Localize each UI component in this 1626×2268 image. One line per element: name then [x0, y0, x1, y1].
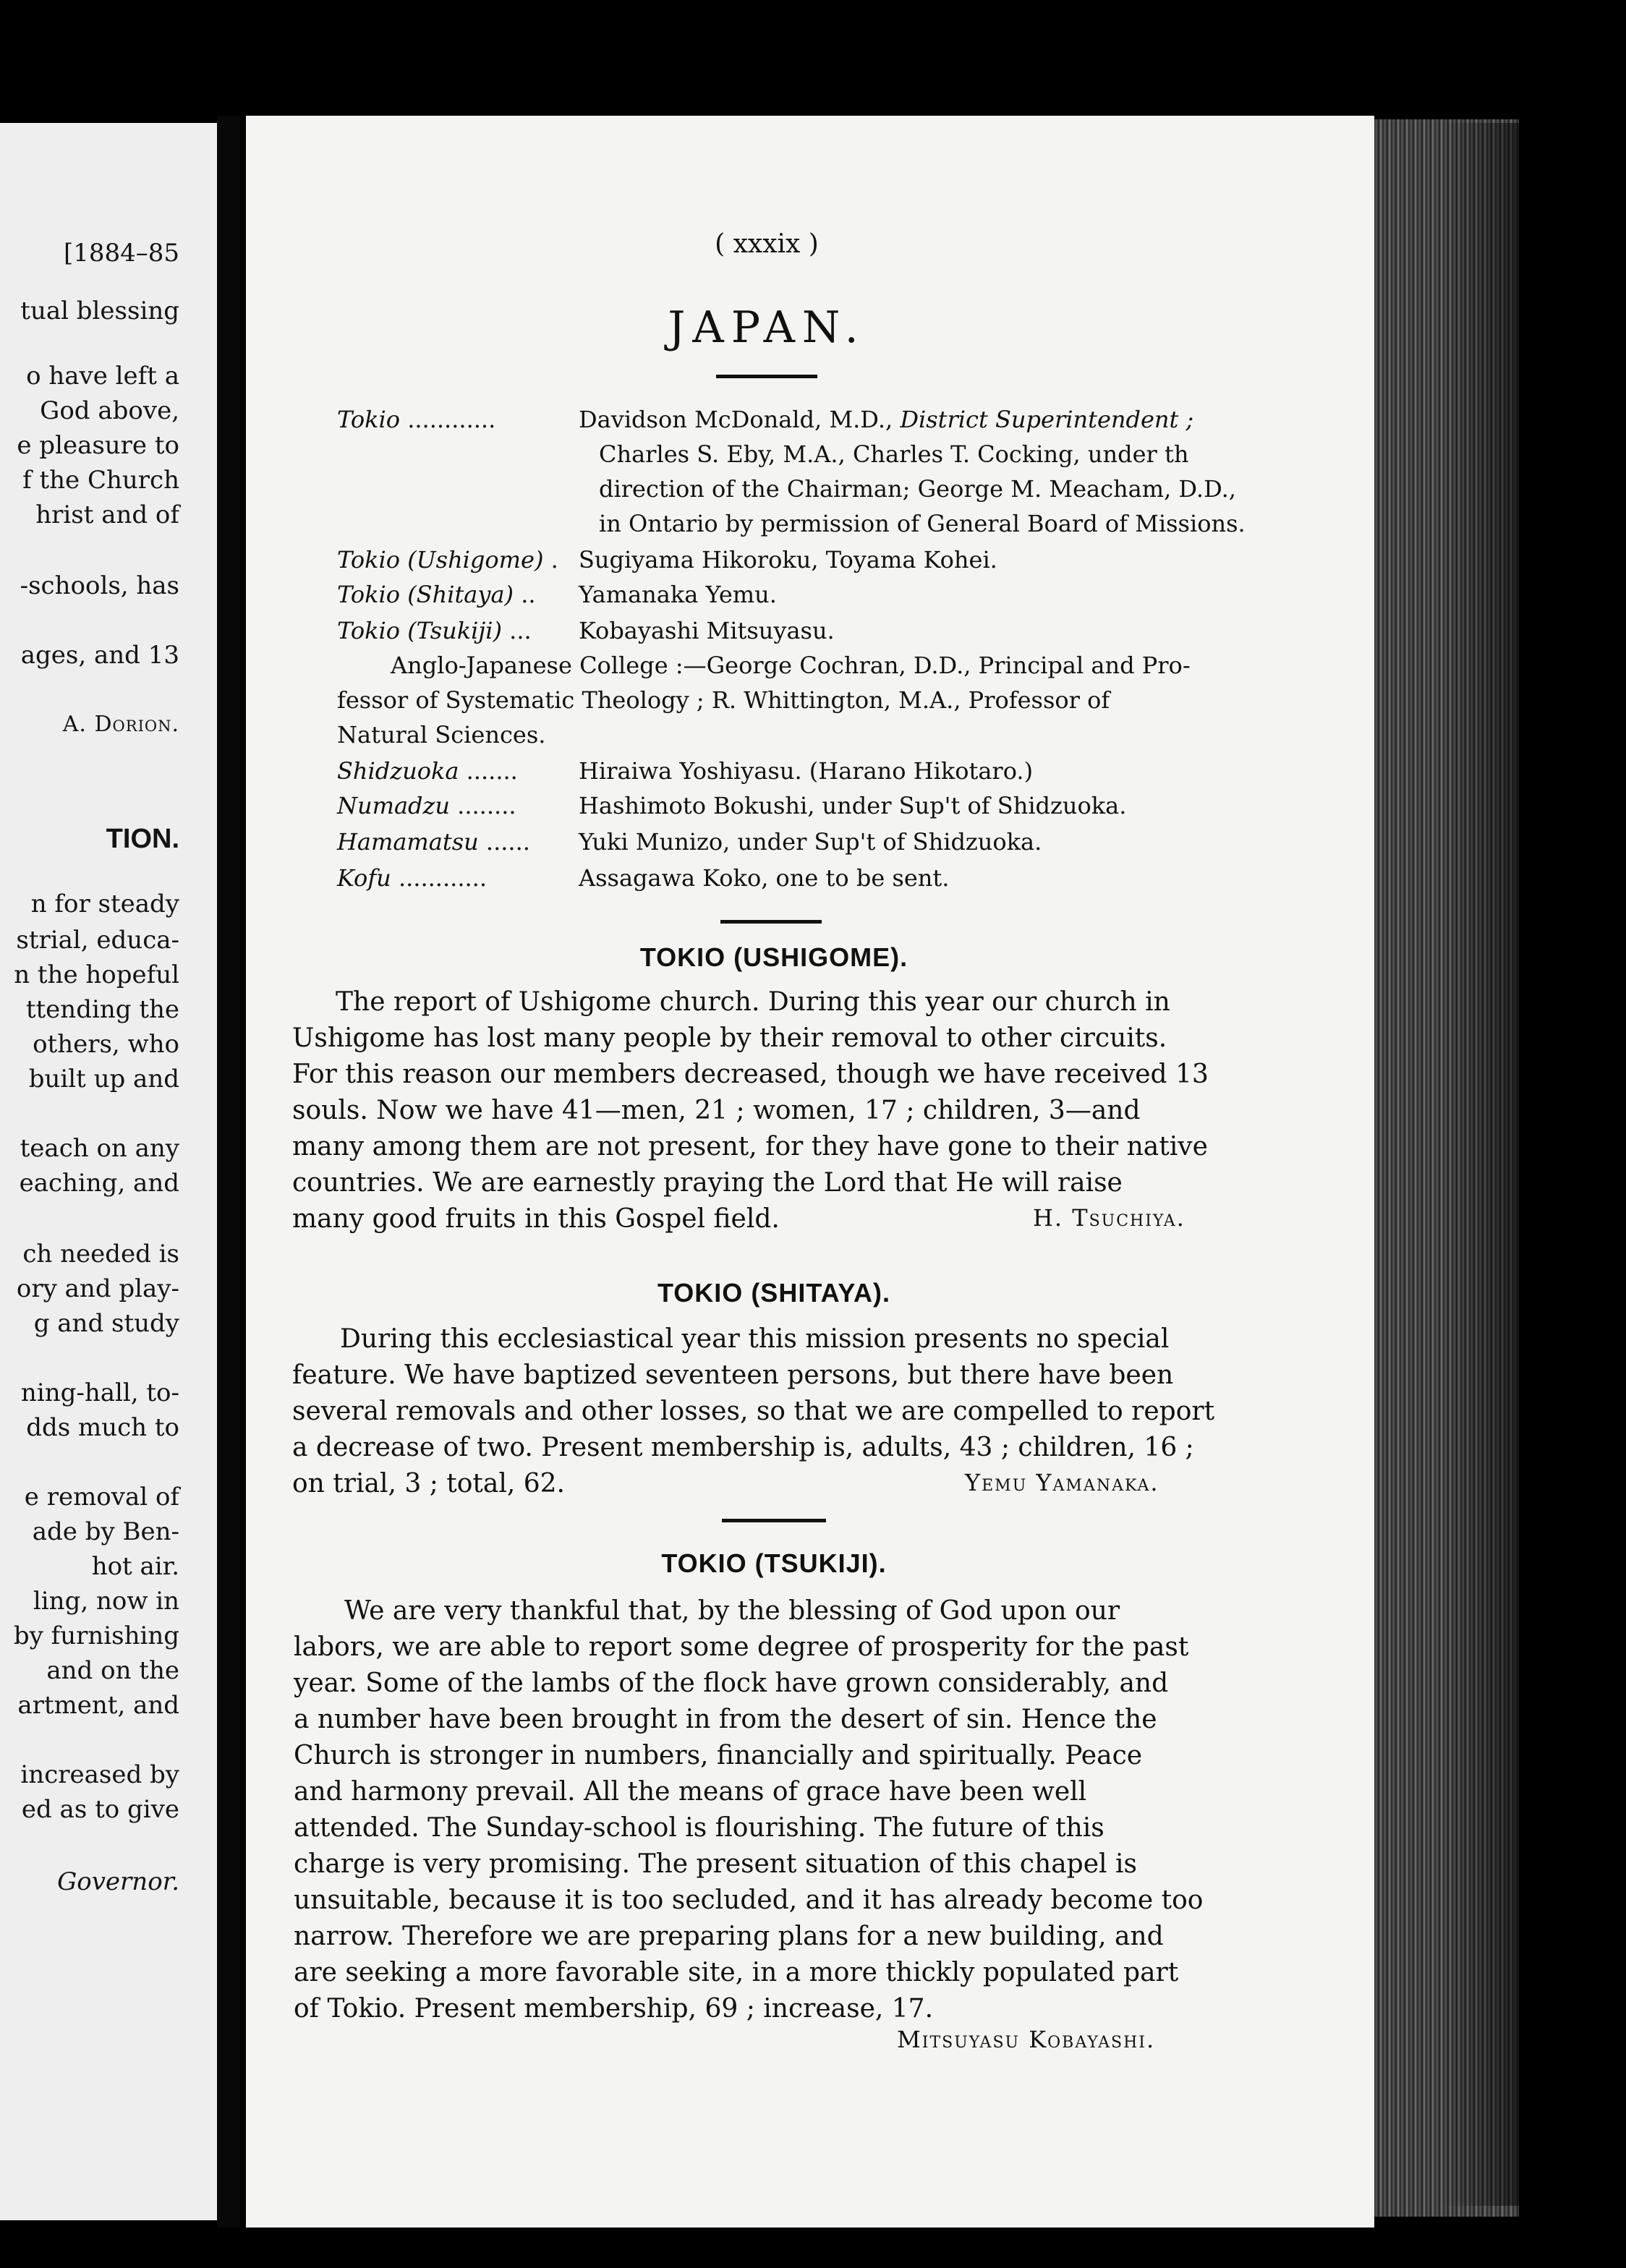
- left-page-line: ory and play-: [16, 1274, 179, 1303]
- page-title: JAPAN.: [668, 302, 866, 353]
- left-page-line: ade by Ben-: [32, 1517, 179, 1546]
- paragraph-line: a decrease of two. Present membership is, adults, 43 ; children, 16 ;: [292, 1433, 1194, 1462]
- section-heading: TOKIO (USHIGOME).: [639, 942, 908, 972]
- station-row: [337, 864, 487, 892]
- station-place: Hamamatsu: [337, 828, 479, 856]
- station-entry: direction of the Chairman; George M. Meacham, D.D.,: [599, 475, 1236, 503]
- left-page-line: e pleasure to: [17, 431, 179, 460]
- station-entry-text: Davidson McDonald, M.D.,: [579, 406, 901, 433]
- left-page-line: ttending the: [25, 995, 179, 1024]
- paragraph-line: on trial, 3 ; total, 62.: [292, 1469, 565, 1498]
- left-page-line: teach on any: [20, 1134, 179, 1163]
- station-place: Numadzu: [337, 792, 450, 819]
- left-page-line: e removal of: [24, 1483, 179, 1512]
- station-leader: .: [543, 546, 558, 574]
- station-row: [337, 545, 558, 574]
- left-page-line: God above,: [40, 396, 179, 425]
- station-leader: ............: [391, 864, 487, 892]
- left-page-line: increased by: [20, 1760, 179, 1789]
- station-place: Tokio: [337, 406, 401, 433]
- page-edges-shadow: [1439, 123, 1519, 2206]
- left-page-line: by furnishing: [13, 1621, 179, 1650]
- left-page-line: and on the: [46, 1656, 179, 1685]
- left-page-line: A. Dorion.: [62, 712, 179, 737]
- left-page-line: g and study: [33, 1309, 179, 1338]
- station-leader: .......: [459, 757, 518, 785]
- left-page-line: hrist and of: [35, 500, 179, 529]
- left-page-line: n the hopeful: [14, 960, 179, 989]
- station-entry-title: District Superintendent ;: [900, 406, 1194, 433]
- paragraph-line: countries. We are earnestly praying the Lord that He will raise: [292, 1168, 1123, 1198]
- college-line: Natural Sciences.: [337, 721, 546, 749]
- college-line: fessor of Systematic Theology ; R. Whittington, M.A., Professor of: [337, 686, 1110, 714]
- left-page-line: hot air.: [91, 1552, 179, 1581]
- paragraph-line: Ushigome has lost many people by their removal to other circuits.: [292, 1023, 1167, 1053]
- left-page-line: ling, now in: [33, 1587, 179, 1616]
- station-entry: [579, 405, 1193, 434]
- left-page-line: ch needed is: [22, 1240, 179, 1269]
- left-page-line: eaching, and: [19, 1169, 179, 1198]
- station-place: Tokio (Tsukiji): [337, 617, 502, 644]
- station-place: Tokio (Ushigome): [337, 546, 544, 574]
- station-leader: ..: [514, 581, 536, 608]
- station-leader: ......: [478, 828, 530, 856]
- paragraph-line: narrow. Therefore we are preparing plans for a new building, and: [294, 1922, 1164, 1951]
- station-entry: Kobayashi Mitsuyasu.: [579, 617, 835, 644]
- station-leader: ............: [400, 406, 496, 433]
- station-place: Shidzuoka: [337, 757, 459, 785]
- paragraph-line: labors, we are able to report some degree of prosperity for the past: [294, 1632, 1189, 1662]
- previous-page-fragment: [0, 123, 217, 2220]
- left-page-line: artment, and: [17, 1691, 179, 1720]
- paragraph-line: many among them are not present, for they have gone to their native: [292, 1132, 1208, 1161]
- section-signature: Mitsuyasu Kobayashi.: [897, 2026, 1156, 2053]
- paragraph-line: During this ecclesiastical year this mission presents no special: [340, 1324, 1170, 1354]
- paragraph-line: feature. We have baptized seventeen persons, but there have been: [292, 1360, 1174, 1390]
- left-page-line: ed as to give: [21, 1795, 179, 1824]
- station-row: [337, 827, 530, 856]
- left-page-line: -schools, has: [20, 571, 179, 600]
- paragraph-line: several removals and other losses, so that we are compelled to report: [292, 1397, 1215, 1426]
- station-place: Kofu: [337, 864, 391, 892]
- left-page-line: tual blessing: [20, 297, 179, 325]
- station-entry: Charles S. Eby, M.A., Charles T. Cocking, under th: [599, 440, 1189, 468]
- left-page-line: dds much to: [26, 1413, 179, 1442]
- section-signature: H. Tsuchiya.: [1033, 1204, 1186, 1232]
- station-row: [337, 405, 495, 434]
- paragraph-line: For this reason our members decreased, though we have received 13: [292, 1060, 1209, 1089]
- paragraph-line: unsuitable, because it is too secluded, and it has already become too: [294, 1885, 1204, 1915]
- station-leader: ...: [501, 617, 532, 644]
- section-heading: TOKIO (TSUKIJI).: [661, 1548, 887, 1578]
- left-page-line: [1884–85: [63, 239, 179, 268]
- left-page-line: others, who: [33, 1030, 179, 1059]
- station-leader: ........: [449, 792, 516, 819]
- title-rule: [716, 375, 817, 378]
- station-entry: Sugiyama Hikoroku, Toyama Kohei.: [579, 546, 997, 574]
- paragraph-line: year. Some of the lambs of the flock have grown considerably, and: [294, 1668, 1169, 1698]
- paragraph-line: charge is very promising. The present situation of this chapel is: [294, 1849, 1137, 1879]
- paragraph-line: souls. Now we have 41—men, 21 ; women, 17 ; children, 3—and: [292, 1096, 1141, 1125]
- station-entry: Hiraiwa Yoshiyasu. (Harano Hikotaro.): [579, 757, 1034, 785]
- paragraph-line: are seeking a more favorable site, in a more thickly populated part: [294, 1958, 1179, 1987]
- page-number: ( xxxix ): [715, 229, 819, 259]
- paragraph-line: a number have been brought in from the desert of sin. Hence the: [294, 1705, 1157, 1734]
- paragraph-line: The report of Ushigome church. During this year our church in: [336, 987, 1170, 1017]
- station-row: [337, 791, 516, 820]
- station-entry: Yuki Munizo, under Sup't of Shidzuoka.: [579, 828, 1042, 856]
- station-entry: Yamanaka Yemu.: [579, 581, 777, 608]
- college-line: Anglo-Japanese College :—George Cochran, D.D., Principal and Pro-: [391, 652, 1191, 679]
- paragraph-line: Church is stronger in numbers, financially and spiritually. Peace: [294, 1741, 1143, 1770]
- left-page-line: n for steady: [30, 890, 179, 918]
- section-signature: Yemu Yamanaka.: [965, 1469, 1159, 1496]
- left-page-line: f the Church: [22, 466, 179, 495]
- section-rule: [722, 1519, 826, 1522]
- left-page-line: Governor.: [57, 1867, 179, 1896]
- paragraph-line: We are very thankful that, by the blessing of God upon our: [344, 1596, 1120, 1626]
- station-row: [337, 756, 518, 785]
- left-page-line: strial, educa-: [16, 926, 179, 955]
- book-gutter: [217, 116, 240, 2228]
- left-page-line: o have left a: [26, 362, 179, 391]
- station-entry: in Ontario by permission of General Board of Missions.: [599, 510, 1246, 537]
- left-page-line: built up and: [28, 1065, 179, 1094]
- left-page-line: ages, and 13: [20, 641, 179, 670]
- station-entry: Hashimoto Bokushi, under Sup't of Shidzuoka.: [579, 792, 1127, 819]
- left-page-line: ning-hall, to-: [20, 1378, 179, 1407]
- section-heading: TOKIO (SHITAYA).: [657, 1278, 891, 1308]
- left-page-line: TION.: [106, 824, 179, 854]
- station-place: Tokio (Shitaya): [337, 581, 514, 608]
- section-rule: [720, 920, 822, 924]
- station-row: [337, 580, 536, 609]
- paragraph-line: of Tokio. Present membership, 69 ; increase, 17.: [294, 1994, 934, 2024]
- paragraph-line: many good fruits in this Gospel field.: [292, 1204, 780, 1234]
- paragraph-line: attended. The Sunday-school is flourishing. The future of this: [294, 1813, 1104, 1843]
- paragraph-line: and harmony prevail. All the means of grace have been well: [294, 1777, 1087, 1807]
- station-entry: Assagawa Koko, one to be sent.: [579, 864, 950, 892]
- station-row: [337, 616, 532, 645]
